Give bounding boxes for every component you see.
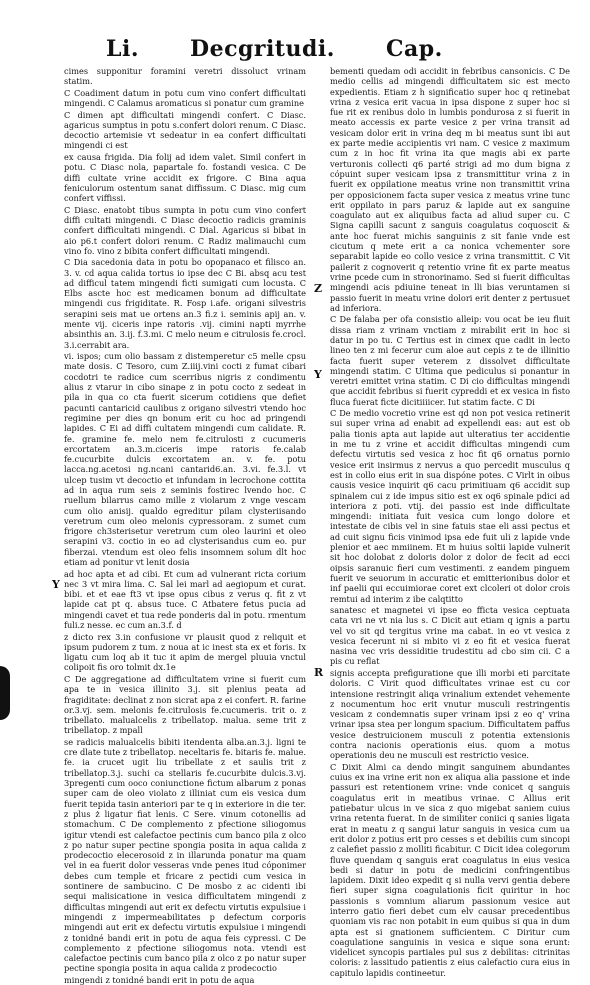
paragraph: vi. ispos; cum olio bassam z distemperetur c5 melle cpsu mate dosis. C Tesoro, cum Z.iiij.vini cocti z fumat cibari cocdotri te radice cum scerribus nigris z condimentu alius z vtarur in cibo sinape z in potu cocto z sedeat in pila in qua co cta fuerit sicerum cotidiens que defiet pacunti cantaricid caulibus z origano silvestri vtendo hoc regimine per dies qn bonum erit cu hoc ad pringendi lapides. C Ei ad diffi cultatem mingendi cum calidate. R. fe. gramine fe. melo nem fe.citrulosti z cucumeris ercortatem an.3.m.ciceris impe ratoris fe.calab fe.cucurbite dulcis excortatem an. v. fe. potu lacca.ng.acetosi ng.ncani cantarid6.an. 3.vi. fe.3.l. vt ulcep tusim vt decoctio et infundam in lecrochone cottita ad in aqua rum seis z seminis fostirec lvendo hoc. C ruellum bilarrus camo mille z violarum z vnge vescam cum olio anisij. qualdo egreditur pilam clysteriisando veretrum cum oleo melonis cypressoram. z sumet cum frigore ch3sterisetur veretrum cum oleo laurini et oleo serapini v3. coctio in eo ad clysterisandus cum eo. pur fiberzai. vtendum est oleo felis insomnem solum dlt hoc etiam ad ponitur vt lenit dosia xyxy=(64,351,306,568)
paragraph: z dicto rex 3.in confusione vr plausit quod z reliquit et ipsum pudorem z tum. z noua at ic inest sta ex et foris. Ix ligatu cum loq ab it tuc it apim de mergel pluuia vnctul colipoit fis oro tolmit dx.1e xyxy=(64,631,306,673)
margin-marker: Z xyxy=(314,282,323,295)
header-chapter: Cap. xyxy=(386,36,443,62)
paragraph: mingendi z tonidné bandi erit in potu de aqua xyxy=(64,974,255,985)
header-title: Decgritudi. xyxy=(190,36,335,62)
paragraph: ad hoc apta et ad cibi. Et cum ad vulnerant ricta corium nec 3 vt mira lima. C. Sal lei marl ad aegiopum et curat. bibi. et et eae ft3 vt ipse opus cibus z verus q. fit z vt lapide cat pt q. absus tuce. C Atbatere fetus pucia ad mingendi cavet et tua rede ponderis dal in potu. rmentum fuli.z nesse. ec cum an.3.f. d xyxy=(64,568,306,631)
margin-marker: Y xyxy=(314,368,322,381)
margin-marker: Y xyxy=(52,578,60,591)
paragraph: se radicis malualcelis bibiti itendenta alba.an.3.j. ligni te cre dlate tute z tribellatop. neceltaris fe. bitaris fe. malue. fe. ia crucet ugit liu tribellate z et saulis trit z tribellatop.3.j. suchi ca stellaris fe.cucurbite dulcis.3.vj. 3pregenti cum ooco coniunctione fictum albarum z ponas super cam de oleo violato z illiniat cum eis vesica dum fuerit tepida tasin anteriori par te q in exteriore in die ter. z plus ż ligatur fiat lenis. C Sere. vinum cotonellis ad stomachum. C De complemento z pfectione siliogomus igitur vtendi est calefactoe pectinis cum banco pila z olco z po natur super pectine spongia posita in aqua calida z prodecoctio elecerosoid z in illarunda ponatur ma quam vel in ea fuerit dolor vesseras vnde penes itud cóponimer debes cum temple et fricare z pectidi cum vesica in sontinere de sambucino. C De mosbo z ac cidenti ibi sequi malisicatione in vesica difficultatem mingendi z difficultas mingendi aut erit ex defectu virtutis expulsiue i mingendi z impermeabilitates p defectum corporis mingendi aut erit ex defectu virtutis expulsiue i mingendi z tonidné bandi erit in potu de aqua feis cypressi. C De complemento z pfectione siliogomus nota. vtendi est calefactoe pectinis cum banco pila z olco z po natur super pectine spongia posita in aqua calida z prodecoctio xyxy=(64,736,306,974)
paragraph: C Coadiment datum in potu cum vino confert difficultati mingendi. C Calamus aromaticus si ponatur cum gramine xyxy=(64,87,306,109)
header-folio: Li. xyxy=(106,36,139,62)
paragraph: bementi quedam odi accidit in febribus cansonicis. C De medio cellis ad mingendi difficultatem sic est mecto expedientis. Etiam z h significatio super hoc q retinebat vrina z vesica erit vacua in ipsa dispone z super hoc si fue rit ex renibus dolo in lumbis pondurosa z si fuerit in meato accessis ex parte vesice z per vrina transit ad vesicam dolor erit in vrina deq m bi meatus sunt ibi aut ex parte medie accipientis vri nam. C vesice z maximum cum z in hoc fit vrina ita que magis abi ex parte verturonis collecti q6 parté strigi ad mo dum bigna z cópuint super vesicam ipsa z transmittitur vrina z in fuerit ex oppilatione meatus vrine non transmittit vrina per opposicionem facta super vesica z meatus vrine tunc erit oppilato in pars paruz & lapide aut ex sanguine coagulato aut ex aliquibus facta ad aliud super cu. C Signa capilli sacunt z sanguis coagulatus coquoscit & ante hoc fuerat michis sanguinis z sit fanie vnde est cicutum q mete erit a ca nonica vchementer sore separabit lapide eo collo vesice z vrina transmittit. C Vit pailerit z cognoverit q retentio vrine fit ex parte meatus vrine pcede cum in stronorinamo. Sed si fuerit difficultas mingendi acis pdiuine teneat in lli bias veruntamen si passio fuerit in meatu vrine dolori erit denter z pertusuet ad inferiora. xyxy=(330,66,570,313)
right-text-column xyxy=(330,66,570,978)
paragraph: C Dia sacedonia data in potu bo opopanaco et filisco an. 3. v. cd aqua calida tortus io ipse dec C Bi. absq acu test ad difficul tatem mingendi ficti sumigati cum locusta. C Elbs ascte hoc est medicamen bonum ad difficultate mingendi cus frigiditate. R. Fosp i.afe. origani silvestris serapini seis mat ue ortens an.3 fi.z i. seminis apij an. v. mente vij. ciceris inpe ratoris .vij. cimini napti myrrhe absinthis an. 3.ij. f.3.mi. C melo neum e citrulosis fe.crocl. 3.i.cerrabit ara. xyxy=(64,257,306,350)
paragraph: C De falaba per ofa consistio alleip: vou ocat be ieu fluit dissa riam z vrinam vnctiam z mirabilit erit in hoc si datur in po tu. C Tertius est in cimex que cadit in lecto lineo ten z mi fecerur cum aloe aut cepis z te de illinitio facta fuerit super veterem z dissolvet difficultate mingendi statim. C Ultima que pediculus si ponantur in veretri emittet vrina statim. C Di cio difficultas mingendi que accidit febribus si fuerit cypreddi et ex vesica in fisto fluca fuerat ficte dicitiiiicer. Iut statim facte. C Di xyxy=(330,314,570,407)
paragraph: C Diasc. enatobt tibus sumpta in potu cum vino confert diffi cultati mingendi. C Diasc decoctio radicis graminis confert difficultati mingendi. C Dial. Agaricus si bibat in aio p6.t confert dolori renum. C Radiz malimauchi cum vino fo. vino z bibita confert difficultati mingendi. xyxy=(64,204,306,256)
paragraph: C Dixit Almi ca dendo mingit sanguinem abundantes cuius ex ina vrine erit non ex aliqua alia passione et inde passuri est retentionem vrine: vnde conicet q sanguis coagulatus erit in meatibus vrinae. C Allius erit patiebatur ulcus in ve sica z quo migebat saniem cuius vrina retenta fuerat. In de similiter coniici q sanies ligata erat in meatu z q sangui latur sanguis in vesica cum ua erit dolor z potius erit pro cesses s et debiliis cum sincopi z calefiet passio z molliti ficabitur. C Dicit idea colegorum fluve quendam q sanguis erat coagulatus in eius vesica bedi si datur in potu de medicini confringentibus lapidem. Dixit ideo expedit q si nulla vervi gentia debere fieri super signa coagulationis ficit quiritur in hoc passionis s vomnium aliarum passionum vesice aut interro gatio fieri debet cum elv causar precedentibus quoniam vis rac non potabit in eum quibus si qua in dum apta est si gnationem sufficientem. C Diritur cum coagulatione sanguinis in vesica e sique sona erunt: videlicet syncopis partiales pul sus z debilitas: citrinitas coloris: z lassitudo patientis z eius calefactio cura eius in capitulo lapidis contineetur. xyxy=(330,761,570,978)
margin-marker: R xyxy=(314,666,324,679)
paragraph: signis accepta prefiguratione que illi morbi eti parcitate doloris. C Virit quod difficultates vrinae est cu cor intensione restringit aliqa vrinalium extendet vehemente z nocumentum hoc erit vnutur musculi restringentis vesicam z condemnatis super vrinam ipsi z eo q' vrina vrinar ipsa stea per longum spacium. Difficultatem paffus vesice destruicionem musculi z potentia extensionis contra nacionis operationis eius. quom a motus operationis deu ne musculi est restrictio vesice. xyxy=(330,667,570,761)
paragraph: C De aggregatione ad difficultatem vrine si fuerit cum apa te in vesica illinito 3.j. sit plenius peata ad fragiditate: declinat z non sicrat apa z ei confert. R. farine or.3.vj. sem. melonis fe.citrulosis fe.cucumeris. trit o. z tribellato. malualcelis z tribellatop. malua. seme trit z tribellatop. z mpall xyxy=(64,673,306,736)
paragraph: ex causa frigida. Dia folij ad idem valet. Simil confert in potu. C Diasc nola, papartale fo. fostandi vesica. C De diffi cultate vrine accidit ex frigore. C Bina aqua feniculorum ostentum sanat diffissum. C Diasc. mig cum confert viffissi. xyxy=(64,151,306,204)
edge-shadow xyxy=(0,666,10,720)
paragraph: sanatesc et magnetei vi ipse eo fficta vesica ceptuata cata vri ne vt nia lus s. C Dicit aut etiam q ignis a partu vel vo sit qd tergitus vrine ma cabat. in eo vt vesica z vesica fecerunt ni si mbito vi z eo fit et vesica fuerat nasina vec vris dessiditie trudestitu ad cbo sim cii. C a pis cu reflat xyxy=(330,605,570,667)
left-text-column xyxy=(64,66,306,985)
paragraph: cimes supponitur foramini veretri dissoluct vrinam statim. xyxy=(64,66,306,87)
paragraph: C dimen apt difficultati mingendi confert. C Diasc. agaricus sumptus in potu s.confert dolori renum. C Diasc. decoctio artemisie vt sedeatur in ea confert difficultati mingendi ci est xyxy=(64,109,306,151)
paragraph: C De medio vocretio vrine est qd non pot vesica retinerit sui super vrina ad enabit ad expellendi eas: aut est ob palia tionis apta aut lapide aut ulteratius ter accidentie in me tu z vrine et accidit difficultas mingendi cum defectu virtutis sed vesica z hoc fit q6 ornatus pornio vesice erit insirmus z nervus a quo percedit musculus q est in collo eius erit in sua dispóne potes. C Virlt in oibus causis vesice inquirit q6 cacu primitiuam q6 accidit sup spinalem cui z ide impus sitio est ex oq6 spinale pdici ad interiora z poti. vtij. dei passio est inde difficultate mingendi: initiata fuit vesica cum longo dolore et intestate de cibis vel in sine fatuis stae eli assi pectus et ad cuit signu ficis vinimod ipsa ede fuit uli z lapide vnde plenior et aec mmiinem. Et m huius soltii lapide vulnerit sit hoc dolobat z doloris dolor z dolor de fecit ad ecci oipsis saranuic fieri cum vestimenti. z eandem pinguem fuerit ve seuorum in accuratic et emitterionibus dolor et inf paelii qui eccuimiorae coret ext clcoleri ot dolor crois remtui ad interim z ibe calqtitto xyxy=(330,408,570,604)
